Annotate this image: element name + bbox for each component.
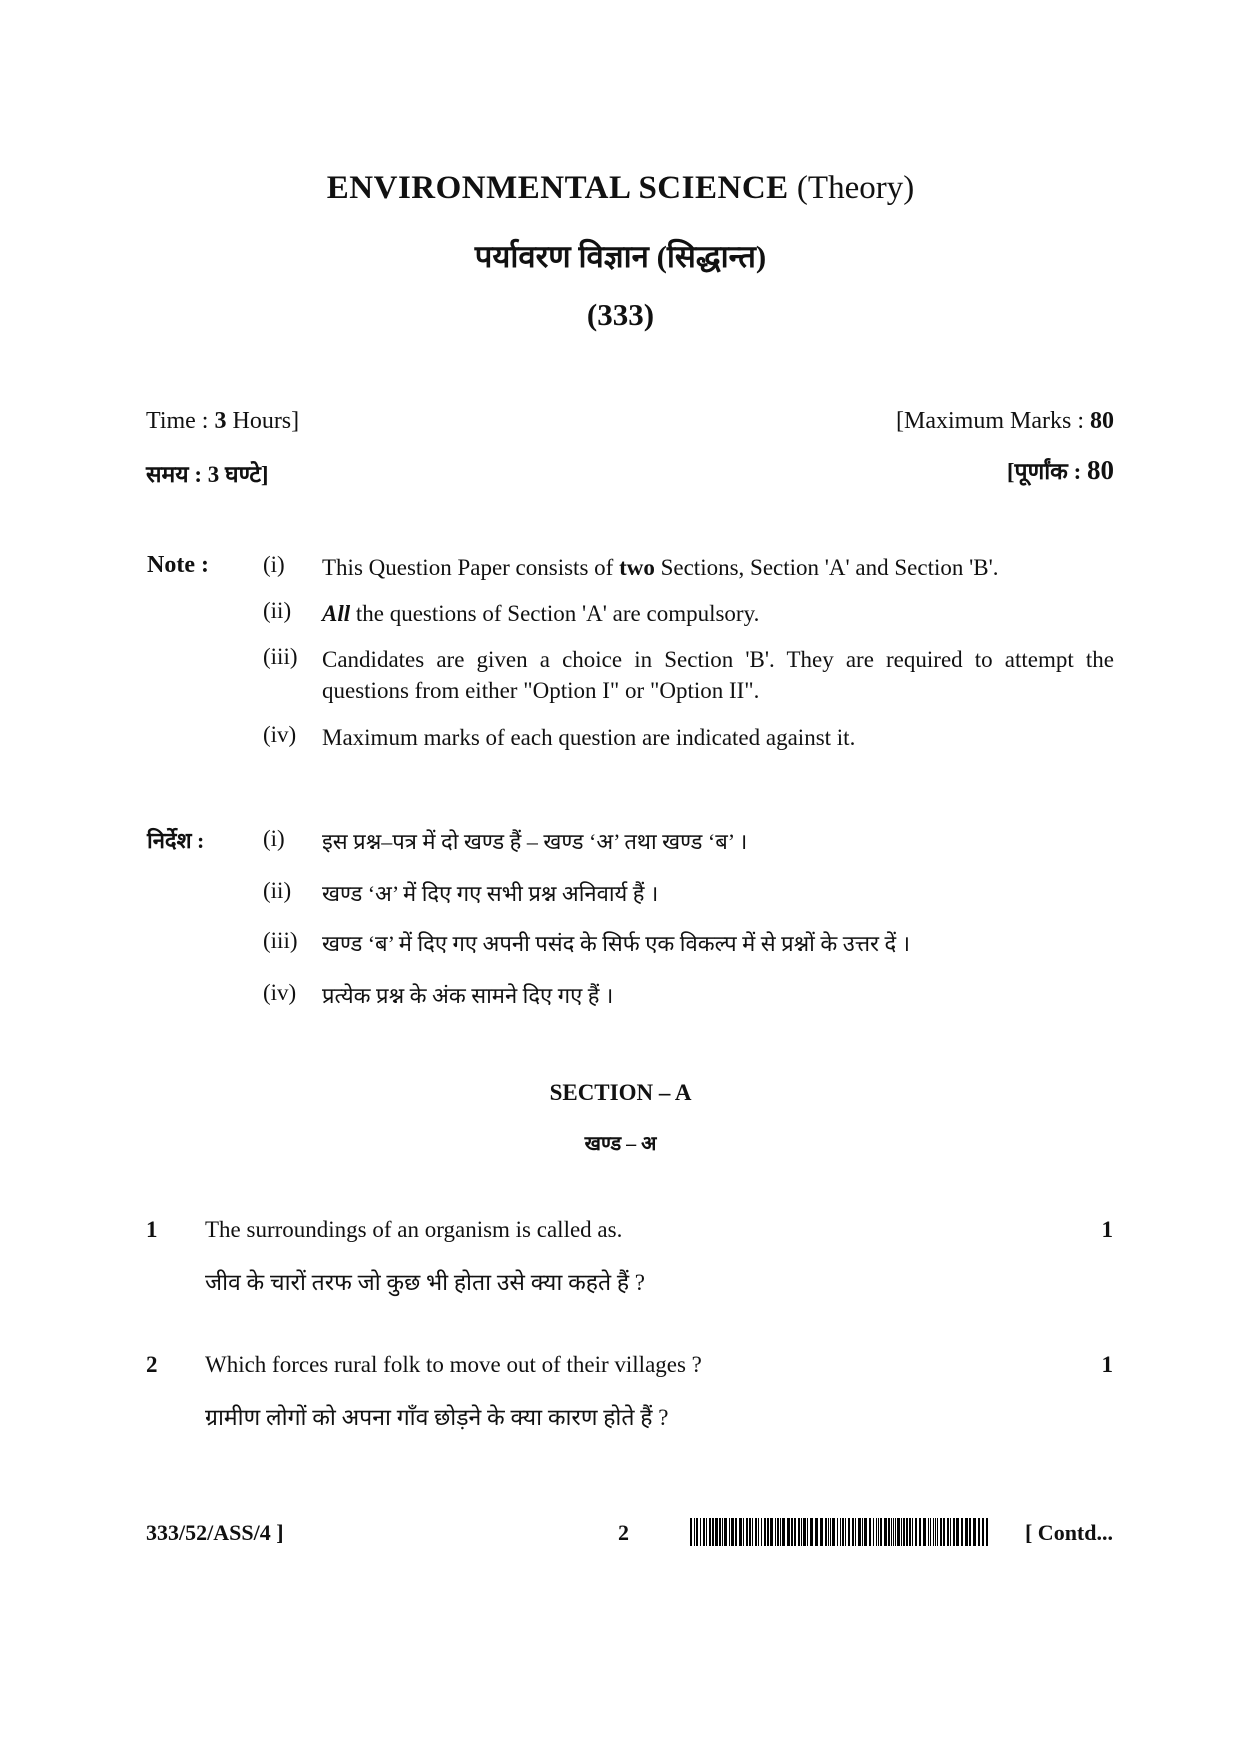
note-hindi-item: खण्ड ‘ब’ में दिए गए अपनी पसंद के सिर्फ एक विकल्प में से प्रश्नों के उत्तर दें ।	[322, 931, 911, 956]
note-item: Candidates are given a choice in Section 'B'. They are required to attempt the questions from either "Option I" or "Option II".	[322, 647, 1114, 703]
paper-title	[0, 170, 1241, 207]
contd-label: [ Contd...	[1024, 1520, 1113, 1545]
note-hindi-item: प्रत्येक प्रश्न के अंक सामने दिए गए हैं ।	[322, 983, 614, 1008]
max-marks-value-hindi: 80	[1087, 455, 1114, 485]
max-marks-label: [Maximum Marks :	[896, 408, 1084, 434]
question-text: Which forces rural folk to move out of their villages ?	[205, 1352, 702, 1377]
question-marks: 1	[1101, 1352, 1113, 1377]
section-title: SECTION – A	[549, 1080, 692, 1105]
note-item: Maximum marks of each question are indicated against it.	[322, 725, 856, 750]
barcode	[690, 1518, 990, 1546]
note-item-number: (ii)	[263, 598, 292, 623]
time-value: 3	[214, 408, 227, 434]
max-marks-line-hindi	[1007, 454, 1114, 486]
section-title-hindi: खण्ड – अ	[584, 1133, 657, 1155]
note-item: All the questions of Section 'A' are compulsory.	[322, 601, 760, 626]
note-item-number: (i)	[263, 552, 285, 577]
paper-title-hindi: पर्यावरण विज्ञान (सिद्धान्त)	[474, 239, 767, 274]
note-label: Note :	[147, 552, 209, 578]
time-unit: Hours]	[232, 408, 300, 434]
time-line	[146, 408, 299, 435]
paper-code: (333)	[586, 297, 655, 332]
note-item-number: (iii)	[263, 644, 298, 669]
paper-title-bold: ENVIRONMENTAL SCIENCE	[326, 170, 789, 206]
question-text: The surroundings of an organism is called as.	[205, 1217, 623, 1242]
question-text-hindi: जीव के चारों तरफ जो कुछ भी होता उसे क्या कहते हैं ?	[205, 1270, 645, 1295]
note-label-hindi: निर्देश :	[147, 828, 205, 853]
note-hindi-item-number: (iv)	[263, 980, 297, 1005]
note-hindi-item: खण्ड ‘अ’ में दिए गए सभी प्रश्न अनिवार्य हैं ।	[322, 881, 659, 906]
max-marks-line	[896, 408, 1114, 435]
time-label: Time :	[146, 408, 209, 434]
question-number: 1	[146, 1217, 158, 1242]
max-marks-value: 80	[1090, 408, 1114, 434]
max-marks-label-hindi: [पूर्णांक :	[1006, 459, 1082, 484]
note-hindi-item-number: (ii)	[263, 878, 292, 903]
paper-title-regular: (Theory)	[796, 170, 915, 206]
note-hindi-item: इस प्रश्न–पत्र में दो खण्ड हैं – खण्ड ‘अ’ तथा खण्ड ‘ब’ ।	[322, 829, 748, 854]
note-item-number: (iv)	[263, 722, 297, 747]
note-hindi-item-number: (i)	[263, 826, 285, 851]
page-number: 2	[618, 1520, 629, 1545]
question-text-hindi: ग्रामीण लोगों को अपना गाँव छोड़ने के क्या कारण होते हैं ?	[205, 1405, 669, 1430]
footer-paper-code: 333/52/ASS/4 ]	[146, 1520, 284, 1545]
time-line-hindi: समय : 3 घण्टे]	[146, 462, 269, 487]
note-hindi-item-number: (iii)	[263, 928, 298, 953]
question-marks: 1	[1101, 1217, 1113, 1242]
question-number: 2	[146, 1352, 158, 1377]
note-item: This Question Paper consists of two Sections, Section 'A' and Section 'B'.	[322, 555, 999, 580]
